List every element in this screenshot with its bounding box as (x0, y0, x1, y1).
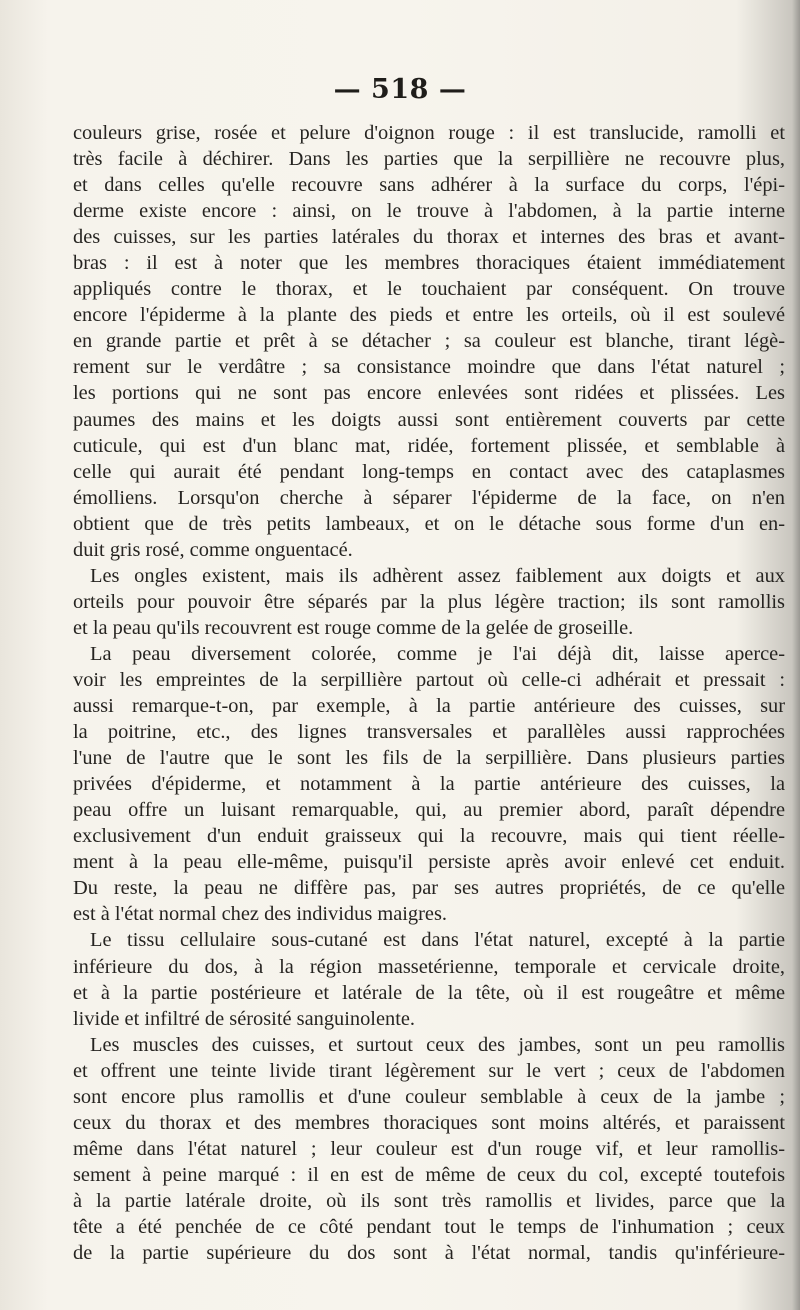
text-line: peau offre un luisant remarquable, qui, au premier abord, paraît dépendre (73, 799, 785, 822)
text-line: et offrent une teinte livide tirant légèrement sur le vert ; ceux de l'abdomen (73, 1059, 785, 1082)
text-line: celle qui aurait été pendant long-temps en contact avec des cataplasmes (73, 460, 785, 483)
text-line: aussi remarque-t-on, par exemple, à la partie antérieure des cuisses, sur (73, 695, 785, 718)
text-line: encore l'épiderme à la plante des pieds et entre les orteils, où il est soulevé (73, 304, 785, 327)
text-line: sement à peine marqué : il en est de même de ceux du col, excepté toutefois (73, 1163, 785, 1186)
text-line: exclusivement d'un enduit graisseux qui la recouvre, mais qui tient réelle- (73, 825, 785, 848)
text-line: des cuisses, sur les parties latérales du thorax et internes des bras et avant- (73, 226, 785, 249)
text-line: de la partie supérieure du dos sont à l'état normal, tandis qu'inférieure- (73, 1242, 785, 1265)
text-line: rement sur le verdâtre ; sa consistance moindre que dans l'état naturel ; (73, 356, 785, 379)
paragraph-first-line: Les ongles existent, mais ils adhèrent assez faiblement aux doigts et aux (90, 564, 785, 587)
paragraph-first-line: La peau diversement colorée, comme je l'ai déjà dit, laisse aperce- (90, 642, 785, 665)
text-line: émolliens. Lorsqu'on cherche à séparer l'épiderme de la face, on n'en (73, 486, 785, 509)
text-line: couleurs grise, rosée et pelure d'oignon rouge : il est translucide, ramolli et (73, 122, 785, 144)
text-line: livide et infiltré de sérosité sanguinolente. (73, 1007, 416, 1030)
text-line: paumes des mains et les doigts aussi sont entièrement couverts par cette (73, 408, 785, 431)
text-line: et à la partie postérieure et latérale de la tête, où il est rougeâtre et même (73, 981, 785, 1004)
text-line: la poitrine, etc., des lignes transversales et parallèles aussi rapprochées (73, 721, 785, 744)
text-line: ceux du thorax et des membres thoraciques sont moins altérés, et paraissent (73, 1111, 785, 1134)
page-number: — 518 — (333, 74, 467, 105)
text-line: ment à la peau elle-même, puisqu'il persiste après avoir enlevé cet enduit. (73, 851, 785, 874)
text-line: voir les empreintes de la serpillière partout où celle-ci adhérait et pressait : (73, 668, 785, 691)
text-line: derme existe encore : ainsi, on le trouve à l'abdomen, à la partie interne (73, 200, 785, 223)
text-line: à la partie latérale droite, où ils sont très ramollis et livides, parce que la (73, 1189, 785, 1212)
text-line: très facile à déchirer. Dans les parties que la serpillière ne recouvre plus, (73, 148, 785, 171)
body-text (73, 120, 785, 1266)
text-line: obtient que de très petits lambeaux, et on le détache sous forme d'un en- (73, 512, 785, 535)
text-line: Du reste, la peau ne diffère pas, par ses autres propriétés, de ce qu'elle (73, 877, 785, 900)
text-line: inférieure du dos, à la région massetérienne, temporale et cervicale droite, (73, 955, 785, 978)
text-line: tête a été penchée de ce côté pendant tout le temps de l'inhumation ; ceux (73, 1215, 785, 1238)
text-line: l'une de l'autre que le sont les fils de la serpillière. Dans plusieurs parties (73, 747, 785, 770)
text-line: les portions qui ne sont pas encore enlevées sont ridées et plissées. Les (73, 382, 785, 405)
paragraph-first-line: Les muscles des cuisses, et surtout ceux des jambes, sont un peu ramollis (90, 1033, 785, 1056)
paragraph-first-line: Le tissu cellulaire sous-cutané est dans l'état naturel, excepté à la partie (90, 929, 785, 952)
text-line: et dans celles qu'elle recouvre sans adhérer à la surface du corps, l'épi- (73, 174, 785, 197)
text-line: privées d'épiderme, et notamment à la partie antérieure des cuisses, la (73, 773, 785, 796)
text-line: bras : il est à noter que les membres thoraciques étaient immédiatement (73, 252, 785, 275)
text-line: duit gris rosé, comme onguentacé. (73, 538, 353, 561)
text-line: sont encore plus ramollis et d'une couleur semblable à ceux de la jambe ; (73, 1085, 785, 1108)
text-line: et la peau qu'ils recouvrent est rouge comme de la gelée de groseille. (73, 616, 634, 639)
text-line: orteils pour pouvoir être séparés par la plus légère traction; ils sont ramollis (73, 590, 785, 613)
text-line: cuticule, qui est d'un blanc mat, ridée, fortement plissée, et semblable à (73, 434, 785, 457)
text-line: en grande partie et prêt à se détacher ; sa couleur est blanche, tirant légè- (73, 330, 785, 353)
text-line: appliqués contre le thorax, et le touchaient par conséquent. On trouve (73, 278, 785, 301)
text-line: est à l'état normal chez des individus maigres. (73, 903, 447, 926)
text-line: même dans l'état naturel ; leur couleur est d'un rouge vif, et leur ramollis- (73, 1137, 785, 1160)
